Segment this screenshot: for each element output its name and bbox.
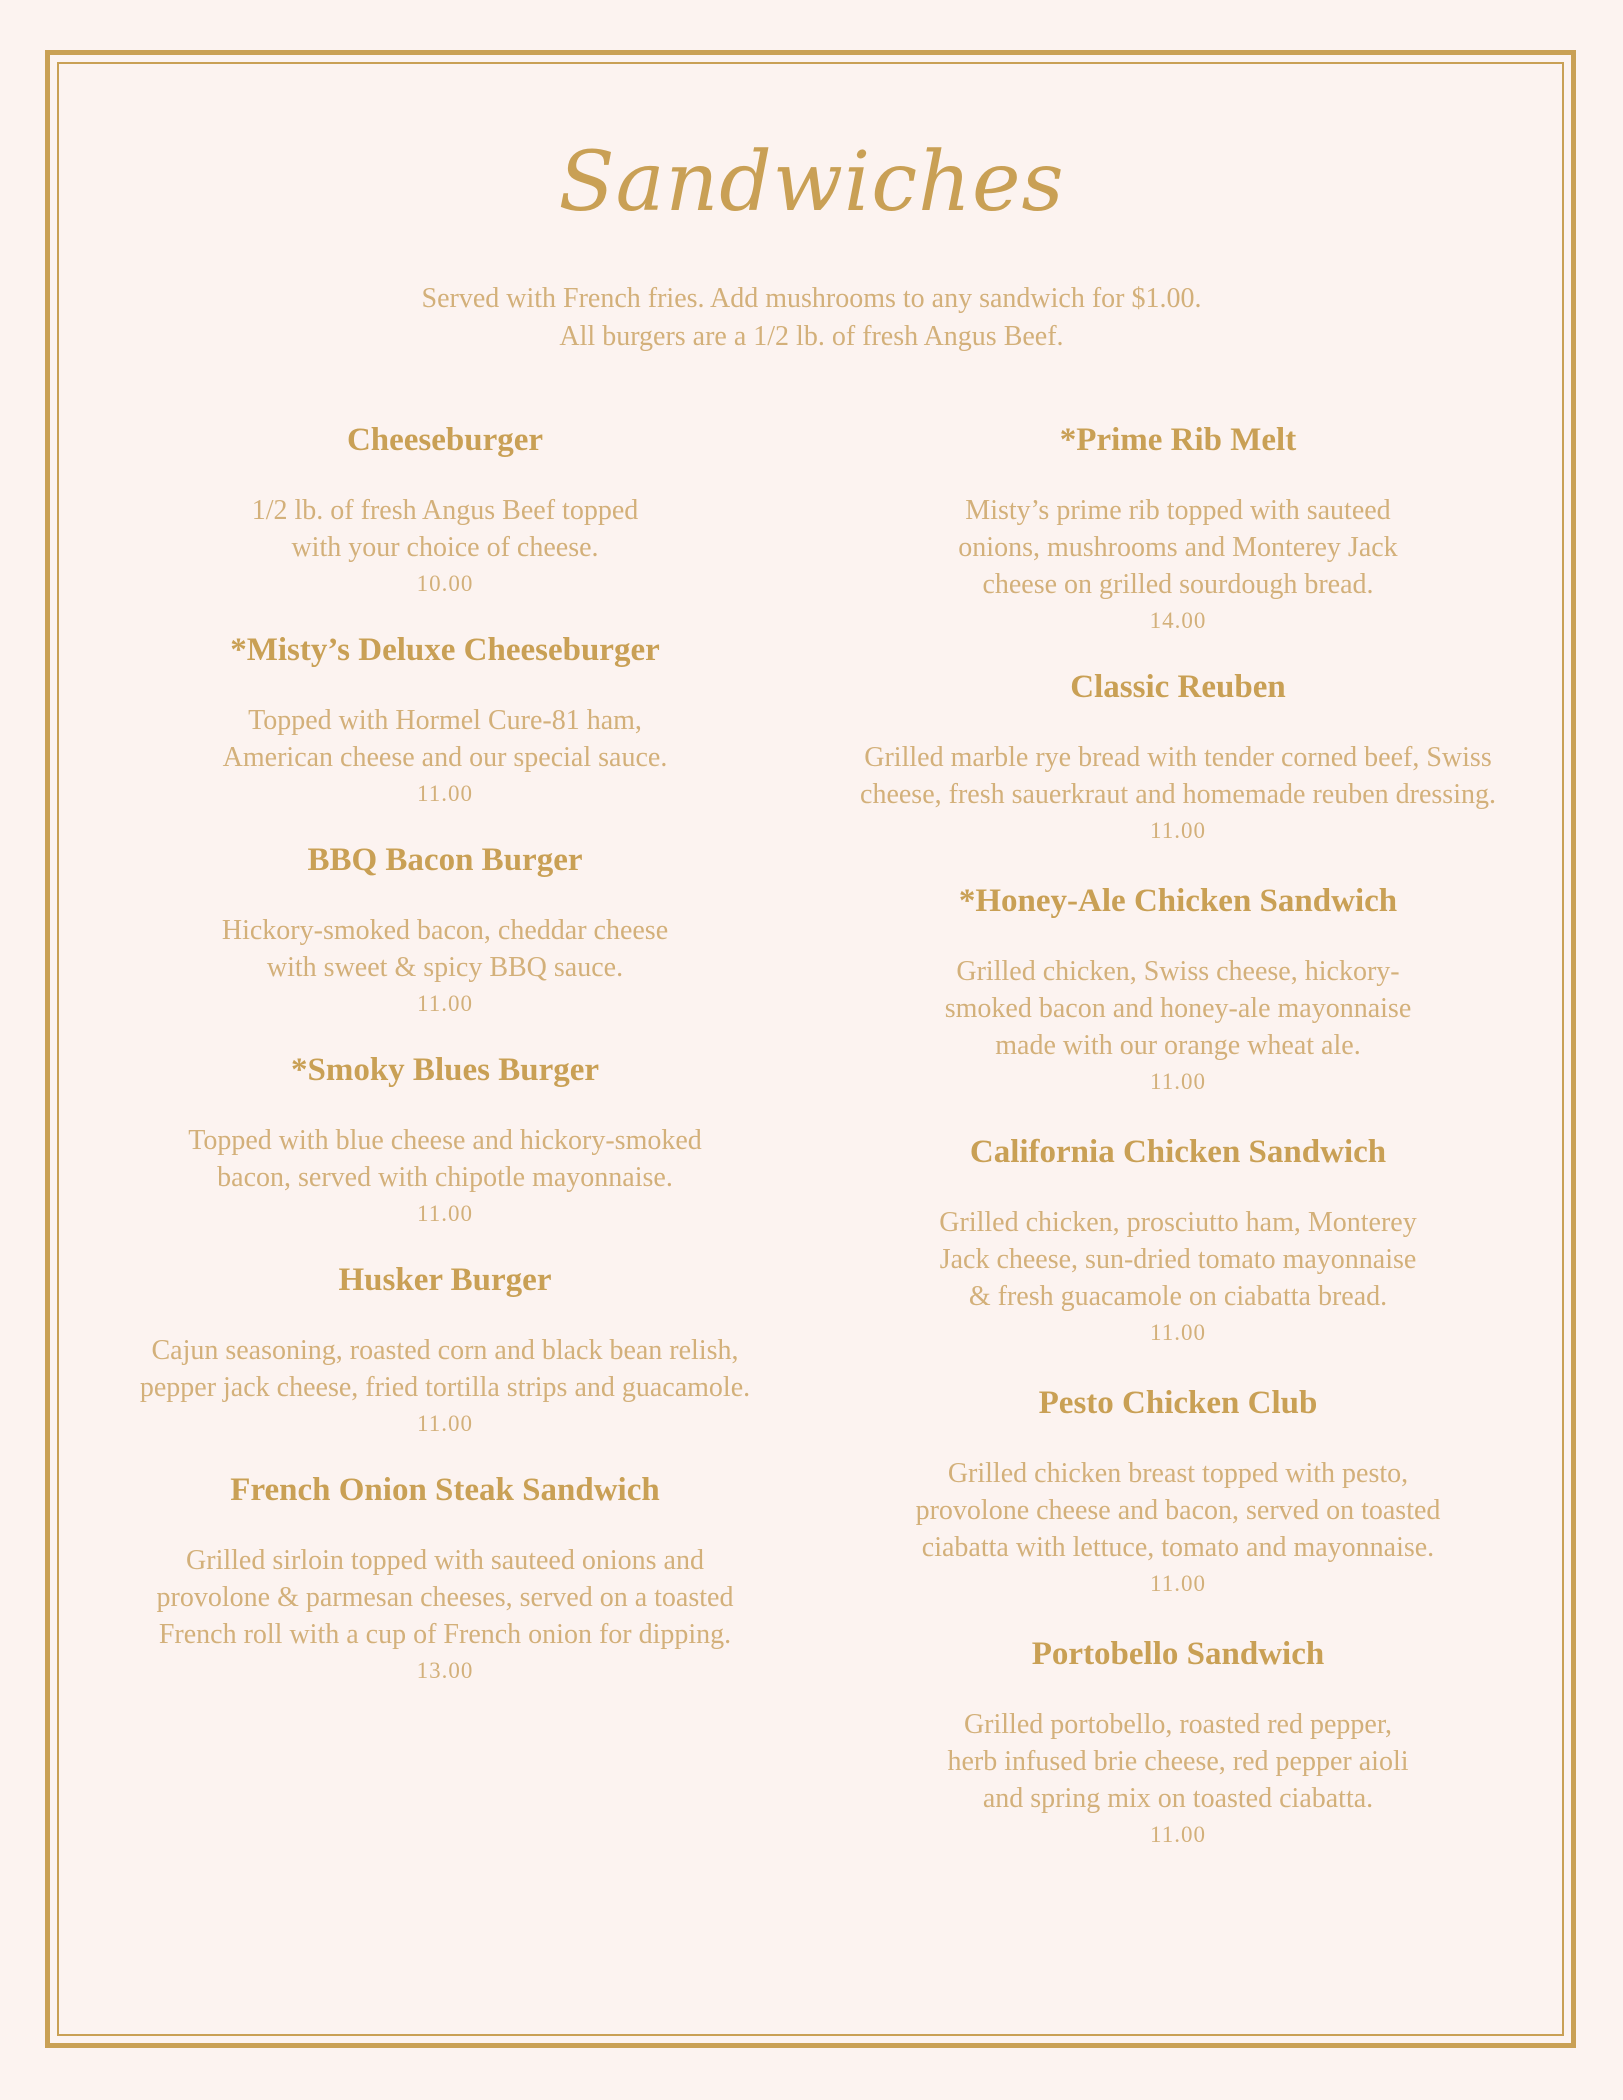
item-price: 11.00 xyxy=(1150,1822,1206,1847)
menu-item-classic-reuben xyxy=(798,665,1558,849)
desc-line: cheese, fresh sauerkraut and homemade reuben dressing. xyxy=(860,779,1496,810)
desc-line: Cajun seasoning, roasted corn and black bean relish, xyxy=(151,1335,739,1366)
desc-line: onions, mushrooms and Monterey Jack xyxy=(958,532,1398,563)
item-description xyxy=(65,1122,825,1196)
menu-item-bbq-bacon-burger xyxy=(65,838,825,1022)
item-name: BBQ Bacon Burger xyxy=(307,842,583,878)
desc-line: pepper jack cheese, fried tortilla strips and guacamole. xyxy=(139,1372,751,1403)
item-description xyxy=(65,492,825,566)
item-price: 11.00 xyxy=(417,1411,473,1436)
item-price: 11.00 xyxy=(1150,1069,1206,1094)
item-price: 11.00 xyxy=(417,781,473,806)
desc-line: French roll with a cup of French onion for dipping. xyxy=(158,1619,732,1650)
desc-line: American cheese and our special sauce. xyxy=(222,742,668,773)
desc-line: with your choice of cheese. xyxy=(291,532,599,563)
desc-line: & fresh guacamole on ciabatta bread. xyxy=(968,1281,1388,1312)
item-name: Portobello Sandwich xyxy=(1031,1636,1325,1672)
item-name: *Prime Rib Melt xyxy=(1059,422,1297,458)
desc-line: Misty’s prime rib topped with sauteed xyxy=(965,495,1391,526)
item-description xyxy=(65,702,825,776)
desc-line: Topped with blue cheese and hickory-smoked xyxy=(188,1125,702,1156)
item-price: 13.00 xyxy=(416,1658,474,1683)
menu-item-mistys-deluxe xyxy=(65,628,825,812)
menu-item-husker-burger xyxy=(65,1258,825,1442)
item-name: California Chicken Sandwich xyxy=(969,1134,1387,1170)
item-description xyxy=(65,912,825,986)
item-description xyxy=(798,953,1558,1064)
item-name: Classic Reuben xyxy=(1070,669,1286,705)
desc-line: smoked bacon and honey-ale mayonnaise xyxy=(944,993,1412,1024)
item-name: Pesto Chicken Club xyxy=(1038,1385,1318,1421)
item-name: Husker Burger xyxy=(338,1262,552,1298)
desc-line: and spring mix on toasted ciabatta. xyxy=(982,1783,1374,1814)
subtitle-line: All burgers are a 1/2 lb. of fresh Angus Beef. xyxy=(559,321,1064,352)
menu-item-california-chicken xyxy=(798,1130,1558,1351)
item-name: Cheeseburger xyxy=(346,422,544,458)
menu-item-prime-rib-melt xyxy=(798,418,1558,639)
menu-item-smoky-blues-burger xyxy=(65,1048,825,1232)
desc-line: Grilled chicken breast topped with pesto, xyxy=(947,1458,1409,1489)
item-description xyxy=(798,492,1558,603)
desc-line: Hickory-smoked bacon, cheddar cheese xyxy=(221,915,669,946)
menu-subtitle xyxy=(0,280,1623,356)
desc-line: Jack cheese, sun-dried tomato mayonnaise xyxy=(939,1244,1417,1275)
desc-line: bacon, served with chipotle mayonnaise. xyxy=(217,1162,673,1193)
item-name: French Onion Steak Sandwich xyxy=(230,1472,660,1508)
desc-line: Grilled sirloin topped with sauteed onions and xyxy=(186,1545,704,1576)
menu-title: Sandwiches xyxy=(558,135,1065,230)
item-price: 11.00 xyxy=(1150,818,1206,843)
menu-item-honey-ale-chicken xyxy=(798,879,1558,1100)
item-name: *Smoky Blues Burger xyxy=(290,1052,600,1088)
menu-item-french-onion-steak xyxy=(65,1468,825,1689)
menu-item-pesto-chicken-club xyxy=(798,1381,1558,1602)
desc-line: Grilled chicken, Swiss cheese, hickory- xyxy=(956,956,1400,987)
desc-line: 1/2 lb. of fresh Angus Beef topped xyxy=(251,495,639,526)
item-price: 11.00 xyxy=(417,1201,473,1226)
item-price: 10.00 xyxy=(416,571,474,596)
desc-line: ciabatta with lettuce, tomato and mayonnaise. xyxy=(921,1532,1435,1563)
item-name: *Misty’s Deluxe Cheeseburger xyxy=(230,632,660,668)
desc-line: cheese on grilled sourdough bread. xyxy=(982,569,1374,600)
menu-item-portobello-sandwich xyxy=(798,1632,1558,1853)
item-price: 11.00 xyxy=(417,991,473,1016)
desc-line: with sweet & spicy BBQ sauce. xyxy=(266,952,624,983)
desc-line: provolone cheese and bacon, served on toasted xyxy=(915,1495,1441,1526)
item-description xyxy=(65,1542,825,1653)
item-description xyxy=(798,1204,1558,1315)
desc-line: Grilled marble rye bread with tender corned beef, Swiss xyxy=(864,742,1492,773)
item-description xyxy=(798,739,1558,813)
item-description xyxy=(798,1455,1558,1566)
menu-column-right xyxy=(798,418,1558,1871)
desc-line: Grilled chicken, prosciutto ham, Monterey xyxy=(939,1207,1417,1238)
menu-item-cheeseburger xyxy=(65,418,825,602)
desc-line: herb infused brie cheese, red pepper aioli xyxy=(947,1746,1409,1777)
item-description xyxy=(65,1332,825,1406)
desc-line: made with our orange wheat ale. xyxy=(995,1030,1361,1061)
desc-line: Topped with Hormel Cure-81 ham, xyxy=(248,705,642,736)
subtitle-line: Served with French fries. Add mushrooms to any sandwich for $1.00. xyxy=(421,283,1202,314)
item-price: 11.00 xyxy=(1150,1571,1206,1596)
item-price: 11.00 xyxy=(1150,1320,1206,1345)
item-description xyxy=(798,1706,1558,1817)
menu-column-left xyxy=(65,418,825,1707)
desc-line: Grilled portobello, roasted red pepper, xyxy=(963,1709,1393,1740)
desc-line: provolone & parmesan cheeses, served on a toasted xyxy=(156,1582,734,1613)
item-price: 14.00 xyxy=(1149,608,1207,633)
item-name: *Honey-Ale Chicken Sandwich xyxy=(958,883,1398,919)
